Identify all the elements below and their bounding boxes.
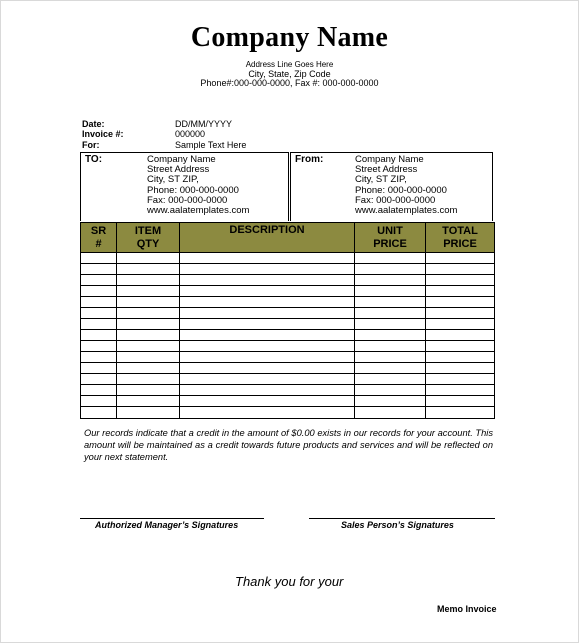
table-cell[interactable]	[180, 363, 355, 374]
table-cell[interactable]	[117, 352, 180, 363]
table-cell[interactable]	[355, 297, 426, 308]
city-line: City, State, Zip Code	[248, 69, 331, 79]
table-cell[interactable]	[117, 341, 180, 352]
table-cell[interactable]	[81, 352, 117, 363]
table-header-row	[81, 223, 495, 253]
table-cell[interactable]	[426, 264, 495, 275]
table-cell[interactable]	[180, 385, 355, 396]
table-cell[interactable]	[81, 363, 117, 374]
table-cell[interactable]	[180, 352, 355, 363]
line-items-table	[80, 222, 495, 419]
table-cell[interactable]	[180, 308, 355, 319]
table-cell[interactable]	[426, 253, 495, 264]
table-cell[interactable]	[180, 330, 355, 341]
phone-line: Phone#:000-000-0000, Fax #: 000-000-0000	[200, 78, 379, 88]
table-cell[interactable]	[426, 363, 495, 374]
table-cell[interactable]	[81, 253, 117, 264]
table-cell[interactable]	[117, 363, 180, 374]
table-cell[interactable]	[180, 253, 355, 264]
table-row	[81, 264, 495, 275]
table-cell[interactable]	[180, 264, 355, 275]
table-cell[interactable]	[426, 407, 495, 419]
column-header-description: DESCRIPTION	[180, 223, 355, 253]
table-cell[interactable]	[355, 374, 426, 385]
table-cell[interactable]	[180, 374, 355, 385]
table-cell[interactable]	[117, 385, 180, 396]
from-box	[290, 152, 493, 221]
table-cell[interactable]	[180, 286, 355, 297]
table-cell[interactable]	[81, 286, 117, 297]
to-street: Street Address	[147, 164, 210, 176]
table-cell[interactable]	[355, 407, 426, 419]
table-cell[interactable]	[426, 308, 495, 319]
table-cell[interactable]	[355, 363, 426, 374]
table-row	[81, 297, 495, 308]
table-cell[interactable]	[81, 297, 117, 308]
table-cell[interactable]	[426, 396, 495, 407]
table-cell[interactable]	[117, 286, 180, 297]
table-cell[interactable]	[117, 264, 180, 275]
table-row	[81, 330, 495, 341]
date-label: Date:	[82, 119, 105, 129]
credit-note: Our records indicate that a credit in the amount of $0.00 exists in our records for your account. This amount will be maintained as a credit towards future products and services and will be reflected on your next statement.	[84, 428, 493, 462]
table-cell[interactable]	[180, 297, 355, 308]
table-cell[interactable]	[117, 396, 180, 407]
table-cell[interactable]	[117, 374, 180, 385]
to-box	[80, 152, 289, 221]
table-cell[interactable]	[426, 286, 495, 297]
to-company: Company Name	[147, 154, 216, 165]
from-fax: Fax: 000-000-0000	[355, 194, 436, 206]
sales-signature-line[interactable]	[309, 518, 495, 519]
table-row	[81, 407, 495, 419]
table-cell[interactable]	[355, 319, 426, 330]
date-value[interactable]: DD/MM/YYYY	[175, 119, 233, 129]
table-cell[interactable]	[180, 396, 355, 407]
table-cell[interactable]	[81, 330, 117, 341]
to-fax: Fax: 000-000-0000	[147, 194, 228, 206]
table-row	[81, 341, 495, 352]
table-cell[interactable]	[426, 352, 495, 363]
to-heading: TO:	[85, 154, 103, 165]
table-cell[interactable]	[117, 308, 180, 319]
table-cell[interactable]	[355, 253, 426, 264]
memo-invoice-label: Memo Invoice	[437, 604, 497, 614]
table-row	[81, 352, 495, 363]
for-value[interactable]: Sample Text Here	[175, 140, 247, 150]
for-label: For:	[82, 140, 100, 150]
column-header-unit-price: UNIT PRICE	[355, 223, 426, 253]
table-cell[interactable]	[426, 385, 495, 396]
table-cell[interactable]	[426, 297, 495, 308]
column-header-item-qty: ITEM QTY	[117, 223, 180, 253]
table-cell[interactable]	[81, 407, 117, 419]
table-cell[interactable]	[180, 275, 355, 286]
table-cell[interactable]	[81, 396, 117, 407]
table-cell[interactable]	[180, 319, 355, 330]
table-cell[interactable]	[426, 319, 495, 330]
from-heading: From:	[295, 154, 324, 165]
table-row	[81, 363, 495, 374]
sales-signature-label: Sales Person’s Signatures	[341, 520, 454, 530]
table-cell[interactable]	[117, 275, 180, 286]
table-cell[interactable]	[180, 341, 355, 352]
table-row	[81, 275, 495, 286]
address-line: Address Line Goes Here	[245, 60, 334, 69]
table-cell[interactable]	[355, 286, 426, 297]
table-cell[interactable]	[81, 308, 117, 319]
table-cell[interactable]	[81, 374, 117, 385]
table-cell[interactable]	[426, 374, 495, 385]
table-cell[interactable]	[180, 407, 355, 419]
table-cell[interactable]	[81, 275, 117, 286]
column-header-sr: SR #	[81, 223, 117, 253]
table-cell[interactable]	[81, 319, 117, 330]
table-cell[interactable]	[117, 330, 180, 341]
manager-signature-label: Authorized Manager’s Signatures	[95, 520, 239, 530]
table-row	[81, 253, 495, 264]
table-cell[interactable]	[81, 341, 117, 352]
table-cell[interactable]	[117, 297, 180, 308]
table-cell[interactable]	[355, 308, 426, 319]
table-row	[81, 385, 495, 396]
company-name: Company Name	[190, 22, 389, 53]
invoice-number-value[interactable]: 000000	[175, 129, 206, 139]
table-row	[81, 286, 495, 297]
table-cell[interactable]	[117, 407, 180, 419]
table-cell[interactable]	[355, 385, 426, 396]
to-phone: Phone: 000-000-0000	[147, 184, 239, 196]
from-street: Street Address	[355, 164, 418, 176]
from-address[interactable]	[355, 155, 457, 216]
thank-you-text: Thank you for your	[235, 574, 344, 589]
table-row	[81, 396, 495, 407]
manager-signature-line[interactable]	[80, 518, 264, 519]
table-cell[interactable]	[426, 330, 495, 341]
table-cell[interactable]	[81, 264, 117, 275]
invoice-number-label: Invoice #:	[82, 129, 124, 139]
table-row	[81, 308, 495, 319]
table-cell[interactable]	[355, 396, 426, 407]
table-row	[81, 319, 495, 330]
table-cell[interactable]	[426, 275, 495, 286]
table-cell[interactable]	[117, 253, 180, 264]
table-cell[interactable]	[355, 275, 426, 286]
to-address[interactable]	[147, 155, 249, 216]
from-company: Company Name	[355, 154, 424, 165]
to-website: www.aalatemplates.com	[147, 204, 250, 216]
table-cell[interactable]	[117, 319, 180, 330]
table-row	[81, 374, 495, 385]
table-cell[interactable]	[355, 264, 426, 275]
table-cell[interactable]	[426, 341, 495, 352]
from-city: City, ST ZIP,	[355, 174, 407, 186]
from-website: www.aalatemplates.com	[355, 204, 458, 216]
table-cell[interactable]	[355, 352, 426, 363]
from-phone: Phone: 000-000-0000	[355, 184, 447, 196]
to-city: City, ST ZIP,	[147, 174, 199, 186]
column-header-total-price: TOTAL PRICE	[426, 223, 495, 253]
table-cell[interactable]	[355, 341, 426, 352]
table-cell[interactable]	[81, 385, 117, 396]
table-cell[interactable]	[355, 330, 426, 341]
